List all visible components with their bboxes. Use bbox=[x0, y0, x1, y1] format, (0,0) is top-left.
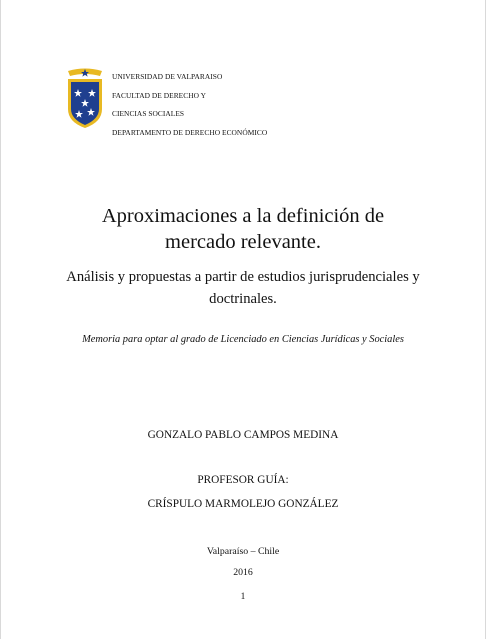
university-crest-icon bbox=[66, 67, 104, 129]
place: Valparaíso – Chile bbox=[206, 546, 280, 557]
institution-faculty-cont: CIENCIAS SOCIALES bbox=[112, 109, 185, 118]
advisor-label: PROFESOR GUÍA: bbox=[197, 474, 289, 486]
degree-statement: Memoria para optar al grado de Licenciado en Ciencias Jurídicas y Sociales bbox=[82, 334, 404, 345]
document-title-line-2: mercado relevante. bbox=[165, 231, 321, 253]
institution-university: UNIVERSIDAD DE VALPARAISO bbox=[112, 72, 223, 81]
document-subtitle-line-1: Análisis y propuestas a partir de estudios jurisprudenciales y bbox=[66, 269, 420, 285]
institution-department: DEPARTAMENTO DE DERECHO ECONÓMICO bbox=[112, 127, 268, 137]
document-subtitle-line-2: doctrinales. bbox=[209, 291, 277, 307]
author-name: GONZALO PABLO CAMPOS MEDINA bbox=[147, 429, 339, 441]
advisor-name: CRÍSPULO MARMOLEJO GONZÁLEZ bbox=[147, 498, 339, 510]
document-title-line-1: Aproximaciones a la definición de bbox=[101, 205, 385, 227]
page-edge-left bbox=[0, 0, 1, 639]
institution-block bbox=[112, 68, 267, 142]
year: 2016 bbox=[233, 567, 253, 578]
page-number: 1 bbox=[240, 592, 246, 602]
institution-faculty: FACULTAD DE DERECHO Y bbox=[112, 90, 207, 100]
document-title bbox=[0, 203, 486, 255]
document-subtitle bbox=[0, 266, 486, 310]
